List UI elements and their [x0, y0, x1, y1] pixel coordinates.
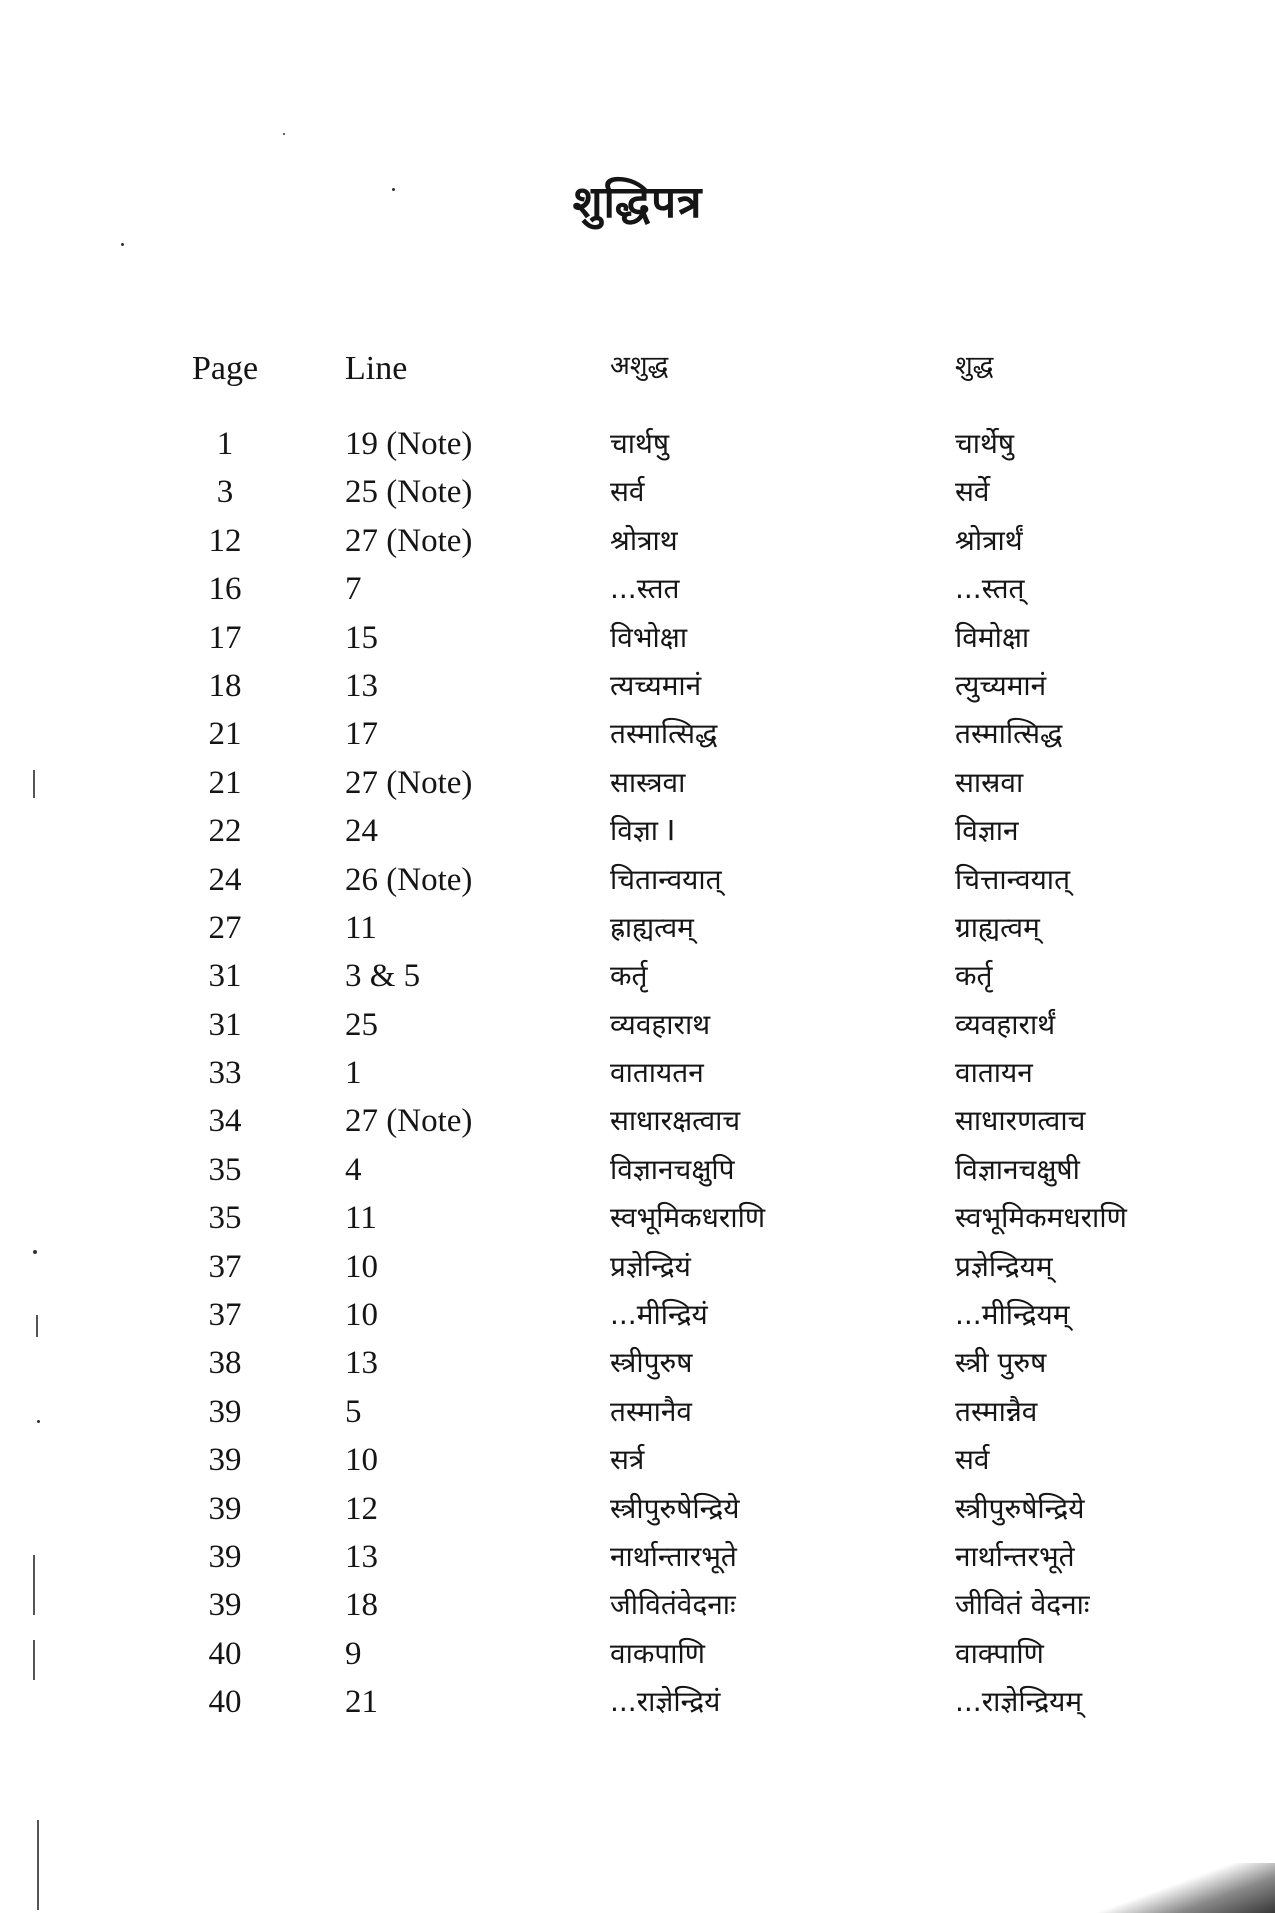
cell-page: 31	[208, 1006, 242, 1043]
cell-line: 18	[345, 1587, 378, 1624]
margin-mark	[37, 1820, 39, 1910]
cell-line: 15	[345, 619, 378, 656]
cell-line: 11	[345, 1200, 377, 1237]
cell-page: 3	[216, 474, 234, 511]
margin-mark	[33, 1555, 35, 1615]
cell-incorrect: ...मीन्द्रियं	[610, 1298, 708, 1332]
margin-mark	[36, 1315, 38, 1337]
table-body	[0, 426, 1275, 1733]
cell-incorrect: विज्ञा I	[610, 814, 676, 848]
cell-page: 12	[208, 522, 242, 559]
cell-page: 40	[208, 1635, 242, 1672]
cell-line: 12	[345, 1490, 378, 1527]
cell-incorrect: स्त्रीपुरुषेन्द्रिये	[610, 1491, 740, 1525]
table-row	[0, 1297, 1275, 1345]
cell-page: 24	[208, 861, 242, 898]
cell-line: 27 (Note)	[345, 764, 473, 801]
cell-page: 21	[208, 716, 242, 753]
cell-incorrect: ...राज्ञेन्द्रियं	[610, 1685, 721, 1719]
margin-mark	[33, 1640, 35, 1680]
cell-correct: चित्तान्वयात्	[955, 862, 1071, 896]
cell-incorrect: वातायतन	[610, 1056, 704, 1090]
cell-line: 21	[345, 1684, 378, 1721]
cell-page: 1	[216, 426, 234, 462]
cell-incorrect: श्रोत्राथ	[610, 523, 678, 557]
cell-incorrect: स्वभूमिकधराणि	[610, 1201, 766, 1235]
cell-page: 34	[208, 1103, 242, 1140]
cell-incorrect: सास्त्रवा	[610, 765, 686, 799]
cell-correct: वातायन	[955, 1056, 1033, 1090]
cell-incorrect: ...स्तत	[610, 572, 680, 606]
cell-incorrect: सर्त्र	[610, 1443, 645, 1477]
errata-table	[0, 350, 1275, 1733]
cell-line: 11	[345, 909, 377, 946]
column-header-page: Page	[191, 350, 259, 387]
cell-line: 25 (Note)	[345, 474, 473, 511]
cell-line: 10	[345, 1442, 378, 1479]
cell-incorrect: जीवितंवेदनाः	[610, 1588, 736, 1622]
cell-correct: कर्तृ	[955, 959, 993, 993]
cell-page: 38	[208, 1345, 242, 1382]
table-row	[0, 813, 1275, 861]
cell-page: 22	[208, 813, 242, 850]
table-row	[0, 1684, 1275, 1732]
cell-correct: ग्राह्यत्वम्	[955, 910, 1040, 944]
cell-incorrect: तस्मानैव	[610, 1394, 692, 1428]
cell-incorrect: तस्मात्सिद्ध	[610, 717, 718, 751]
cell-correct: श्रोत्रार्थं	[955, 523, 1023, 557]
cell-line: 10	[345, 1297, 378, 1334]
table-row	[0, 1345, 1275, 1393]
cell-correct: ...मीन्द्रियम्	[955, 1298, 1070, 1332]
cell-correct: ...राज्ञेन्द्रियम्	[955, 1685, 1083, 1719]
column-header-correct: शुद्ध	[955, 351, 994, 381]
scan-speck	[392, 188, 395, 191]
cell-correct: चार्थेषु	[955, 427, 1015, 460]
cell-page: 39	[208, 1490, 242, 1527]
cell-page: 18	[208, 667, 242, 704]
table-row	[0, 1539, 1275, 1587]
cell-incorrect: प्रज्ञेन्द्रियं	[610, 1249, 691, 1283]
cell-correct: प्रज्ञेन्द्रियम्	[955, 1249, 1053, 1283]
table-row	[0, 1007, 1275, 1055]
cell-incorrect: त्यच्यमानं	[610, 668, 702, 702]
cell-incorrect: साधारक्षत्वाच	[610, 1104, 741, 1138]
cell-incorrect: चितान्वयात्	[610, 862, 722, 896]
cell-line: 19 (Note)	[345, 426, 473, 462]
cell-incorrect: चार्थषु	[610, 427, 670, 460]
table-row	[0, 571, 1275, 619]
cell-incorrect: सर्व	[610, 475, 645, 509]
table-row	[0, 1636, 1275, 1684]
cell-line: 9	[345, 1635, 362, 1672]
table-row	[0, 958, 1275, 1006]
cell-page: 27	[208, 909, 242, 946]
cell-correct: त्युच्यमानं	[955, 668, 1047, 702]
cell-correct: नार्थान्तरभूते	[955, 1539, 1075, 1573]
cell-line: 5	[345, 1393, 362, 1430]
cell-incorrect: स्त्रीपुरुष	[610, 1346, 693, 1380]
cell-correct: साधारणत्वाच	[955, 1104, 1086, 1138]
cell-correct: विमोक्षा	[955, 620, 1030, 654]
table-row	[0, 620, 1275, 668]
cell-line: 24	[345, 813, 378, 850]
cell-page: 35	[208, 1200, 242, 1237]
table-row	[0, 862, 1275, 910]
cell-line: 1	[345, 1055, 362, 1092]
scan-smudge	[1085, 1863, 1275, 1913]
cell-correct: तस्मान्नैव	[955, 1394, 1038, 1428]
cell-line: 17	[345, 716, 378, 753]
cell-correct: विज्ञान	[955, 814, 1019, 848]
column-header-incorrect: अशुद्ध	[610, 351, 669, 381]
cell-line: 3 & 5	[345, 958, 421, 995]
cell-correct: वाक्पाणि	[955, 1636, 1044, 1670]
scan-speck	[33, 1250, 37, 1254]
cell-page: 21	[208, 764, 242, 801]
cell-incorrect: ह्राह्यत्वम्	[610, 910, 694, 944]
table-row	[0, 668, 1275, 716]
cell-incorrect: नार्थान्तारभूते	[610, 1539, 737, 1573]
cell-page: 39	[208, 1538, 242, 1575]
cell-correct: ...स्तत्	[955, 572, 1025, 606]
cell-page: 37	[208, 1297, 242, 1334]
table-row	[0, 910, 1275, 958]
cell-line: 13	[345, 1538, 378, 1575]
table-row	[0, 523, 1275, 571]
cell-page: 40	[208, 1684, 242, 1721]
scan-speck	[121, 243, 124, 246]
cell-incorrect: व्यवहाराथ	[610, 1007, 711, 1041]
cell-line: 13	[345, 1345, 378, 1382]
margin-mark	[33, 770, 35, 798]
cell-line: 27 (Note)	[345, 522, 473, 559]
cell-correct: व्यवहारार्थं	[955, 1007, 1056, 1041]
cell-correct: विज्ञानचक्षुषी	[955, 1152, 1080, 1186]
cell-correct: जीवितं वेदनाः	[955, 1588, 1090, 1622]
table-row	[0, 1587, 1275, 1635]
cell-page: 39	[208, 1587, 242, 1624]
table-row	[0, 1491, 1275, 1539]
cell-page: 39	[208, 1442, 242, 1479]
cell-incorrect: विज्ञानचक्षुपि	[610, 1152, 735, 1186]
cell-correct: तस्मात्सिद्ध	[955, 717, 1063, 751]
cell-line: 27 (Note)	[345, 1103, 473, 1140]
cell-incorrect: वाकपाणि	[610, 1636, 705, 1670]
cell-incorrect: विभोक्षा	[610, 620, 688, 654]
table-row	[0, 1394, 1275, 1442]
cell-line: 10	[345, 1248, 378, 1285]
table-row	[0, 1055, 1275, 1103]
cell-correct: स्वभूमिकमधराणि	[955, 1201, 1127, 1235]
cell-correct: सर्वे	[955, 475, 990, 509]
cell-page: 31	[208, 958, 242, 995]
table-row	[0, 474, 1275, 522]
cell-correct: स्त्री पुरुष	[955, 1346, 1047, 1380]
cell-line: 7	[345, 571, 362, 608]
cell-incorrect: कर्तृ	[610, 959, 648, 993]
table-row	[0, 1249, 1275, 1297]
cell-correct: सास्रवा	[955, 765, 1024, 799]
column-header-line: Line	[345, 350, 408, 387]
cell-line: 13	[345, 667, 378, 704]
table-row	[0, 716, 1275, 764]
table-header	[0, 350, 1275, 426]
table-row	[0, 765, 1275, 813]
cell-line: 4	[345, 1151, 362, 1188]
cell-page: 33	[208, 1055, 242, 1092]
table-row	[0, 1200, 1275, 1248]
cell-page: 16	[208, 571, 242, 608]
scan-speck	[37, 1420, 40, 1423]
cell-correct: स्त्रीपुरुषेन्द्रिये	[955, 1491, 1085, 1525]
cell-line: 25	[345, 1006, 378, 1043]
page-title: शुद्धिपत्र	[572, 177, 703, 228]
cell-correct: सर्व	[955, 1443, 990, 1477]
table-row	[0, 1103, 1275, 1151]
table-row	[0, 1152, 1275, 1200]
scan-speck	[283, 133, 285, 135]
cell-page: 17	[208, 619, 242, 656]
cell-page: 37	[208, 1248, 242, 1285]
cell-page: 39	[208, 1393, 242, 1430]
table-row	[0, 426, 1275, 474]
table-row	[0, 1442, 1275, 1490]
cell-page: 35	[208, 1151, 242, 1188]
cell-line: 26 (Note)	[345, 861, 473, 898]
